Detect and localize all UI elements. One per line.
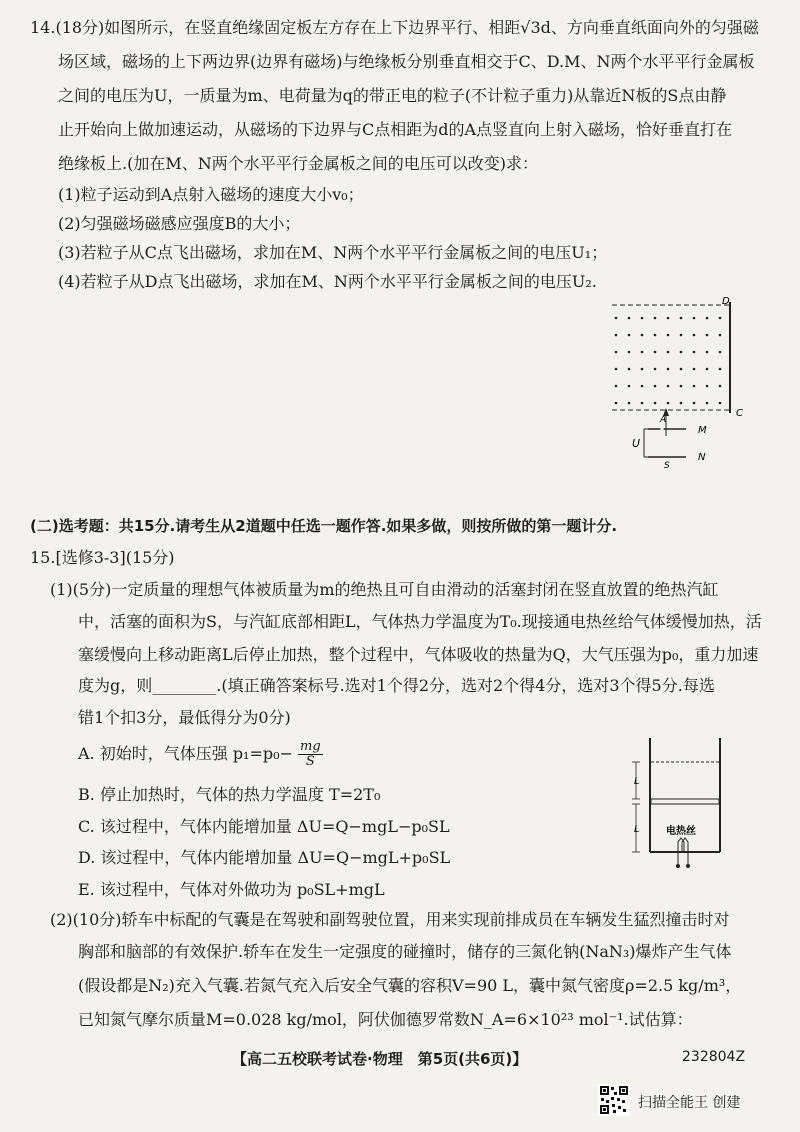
- q15-p1-line-2: 中，活塞的面积为S，与汽缸底部相距L，气体热力学温度为T₀.现接通电热丝给气体缓慢加热，活: [78, 612, 762, 631]
- qr-code-icon: [598, 1084, 630, 1116]
- field-dot: [667, 317, 670, 320]
- q15-p2-line-4: 已知氮气摩尔质量M=0.028 kg/mol，阿伏伽德罗常数N_A=6×10²³ mol⁻¹.试估算：: [78, 1010, 693, 1029]
- q15-p2-line-2: 胸部和脑部的有效保护.轿车在发生一定强度的碰撞时，储存的三氮化钠(NaN₃)爆炸产生气体: [78, 942, 732, 961]
- field-dot: [667, 334, 670, 337]
- q15-header: 15.[选修3-3](15分): [30, 548, 175, 567]
- label-heater: 电热丝: [666, 826, 696, 837]
- field-dot: [719, 402, 722, 405]
- q14-sub-1: (1)粒子运动到A点射入磁场的速度大小v₀；: [58, 185, 364, 204]
- label-U: U: [632, 437, 641, 450]
- field-dot: [719, 317, 722, 320]
- field-dot: [680, 317, 683, 320]
- field-dot: [654, 317, 657, 320]
- field-dot: [706, 368, 709, 371]
- paper-code: 232804Z: [682, 1049, 746, 1065]
- option-a: [78, 740, 323, 769]
- label-D: D: [722, 296, 730, 307]
- field-dot: [680, 402, 683, 405]
- section-2-title: (二)选考题：共15分.请考生从2道题中任选一题作答.如果多做，则按所做的第一题计分.: [30, 517, 618, 535]
- field-dot: [654, 402, 657, 405]
- q15-p2-line-3: (假设都是N₂)充入气囊.若氮气充入后安全气囊的容积V=90 L，囊中氮气密度ρ=2.5 kg/m³，: [78, 976, 742, 995]
- field-dot: [628, 351, 631, 354]
- scanner-watermark: 扫描全能王 创建: [638, 1095, 741, 1111]
- field-dot: [641, 368, 644, 371]
- field-dot: [693, 368, 696, 371]
- field-dot: [719, 351, 722, 354]
- label-S: S: [664, 461, 670, 471]
- field-dot: [615, 334, 618, 337]
- q15-p1-line-1: (1)(5分)一定质量的理想气体被质量为m的绝热且可自由滑动的活塞封闭在竖直放置的绝热汽缸: [50, 580, 719, 599]
- q15-p1-line-5: 错1个扣3分，最低得分为0分): [78, 708, 291, 727]
- field-dot: [641, 351, 644, 354]
- field-dot: [628, 317, 631, 320]
- field-dot: [654, 385, 657, 388]
- field-dot: [706, 351, 709, 354]
- field-dot: [615, 385, 618, 388]
- field-dot: [615, 351, 618, 354]
- field-dot: [719, 385, 722, 388]
- q14-magnetic-field-figure: [600, 296, 760, 476]
- field-dot: [680, 385, 683, 388]
- field-dot: [628, 368, 631, 371]
- q14-sub-2: (2)匀强磁场磁感应强度B的大小；: [58, 214, 301, 233]
- field-dot: [667, 368, 670, 371]
- field-dot: [706, 334, 709, 337]
- field-dot: [706, 385, 709, 388]
- page-footer-title: 【高二五校联考试卷·物理 第5页(共6页)】: [232, 1050, 528, 1068]
- q15-p1-line-3: 塞缓慢向上移动距离L后停止加热，整个过程中，气体吸收的热量为Q，大气压强为p₀，重力加速: [78, 645, 759, 664]
- label-M: M: [698, 425, 707, 436]
- field-dot: [693, 351, 696, 354]
- field-dot: [719, 334, 722, 337]
- q14-line-3: 之间的电压为U，一质量为m、电荷量为q的带正电的粒子(不计粒子重力)从靠近N板的S点由静: [58, 86, 727, 105]
- q15-cylinder-figure: [620, 736, 730, 872]
- field-dot: [680, 368, 683, 371]
- label-L-upper: L: [634, 776, 640, 787]
- field-dot: [706, 317, 709, 320]
- q14-line-5: 绝缘板上.(加在M、N两个水平平行金属板之间的电压可以改变)求：: [58, 154, 538, 173]
- field-dot: [615, 317, 618, 320]
- q14-line-1: 14.(18分)如图所示，在竖直绝缘固定板左方存在上下边界平行、相距√3d、方向垂直纸面向外的匀强磁: [30, 18, 759, 37]
- field-dot: [667, 402, 670, 405]
- q14-line-2: 场区域，磁场的上下两边界(边界有磁场)与绝缘板分别垂直相交于C、D.M、N两个水平平行金属板: [58, 52, 755, 71]
- field-dot: [641, 385, 644, 388]
- field-dot: [693, 385, 696, 388]
- option-a-fraction: [298, 740, 323, 769]
- field-dot: [706, 402, 709, 405]
- field-dot: [719, 368, 722, 371]
- field-dot: [641, 402, 644, 405]
- q15-p2-line-1: (2)(10分)轿车中标配的气囊是在驾驶和副驾驶位置，用来实现前排成员在车辆发生猛烈撞击时对: [50, 910, 730, 929]
- q15-p1-line-4: 度为g，则________.(填正确答案标号.选对1个得2分，选对2个得4分，选对3个得5分.每选: [78, 676, 715, 695]
- field-dot: [641, 334, 644, 337]
- field-dot: [628, 385, 631, 388]
- q14-sub-3: (3)若粒子从C点飞出磁场，求加在M、N两个水平平行金属板之间的电压U₁；: [58, 243, 608, 262]
- field-dot: [615, 368, 618, 371]
- fraction-numerator: mg: [300, 739, 321, 754]
- field-dot: [667, 385, 670, 388]
- field-dot: [641, 317, 644, 320]
- field-dot: [654, 368, 657, 371]
- field-dot: [693, 317, 696, 320]
- field-dot: [693, 402, 696, 405]
- label-N: N: [698, 452, 706, 463]
- option-e: E. 该过程中，气体对外做功为 p₀SL+mgL: [78, 880, 385, 899]
- q14-line-4: 止开始向上做加速运动，从磁场的下边界与C点相距为d的A点竖直向上射入磁场，恰好垂直打在: [58, 120, 733, 139]
- field-dot: [680, 351, 683, 354]
- fraction-denominator: S: [305, 754, 315, 769]
- field-dot: [693, 334, 696, 337]
- label-L-lower: L: [634, 824, 640, 835]
- q14-sub-4: (4)若粒子从D点飞出磁场，求加在M、N两个水平平行金属板之间的电压U₂.: [58, 272, 597, 291]
- field-dot: [628, 402, 631, 405]
- option-c: C. 该过程中，气体内能增加量 ΔU=Q−mgL−p₀SL: [78, 817, 450, 836]
- field-dot: [615, 402, 618, 405]
- option-d: D. 该过程中，气体内能增加量 ΔU=Q−mgL+p₀SL: [78, 848, 451, 867]
- option-b: B. 停止加热时，气体的热力学温度 T=2T₀: [78, 785, 381, 804]
- field-dot: [667, 351, 670, 354]
- option-a-text: A. 初始时，气体压强 p₁=p₀−: [78, 744, 293, 763]
- label-A: A: [660, 415, 667, 425]
- field-dot: [680, 334, 683, 337]
- field-dot: [654, 351, 657, 354]
- field-dot: [654, 334, 657, 337]
- label-C: C: [736, 408, 743, 419]
- field-dot: [628, 334, 631, 337]
